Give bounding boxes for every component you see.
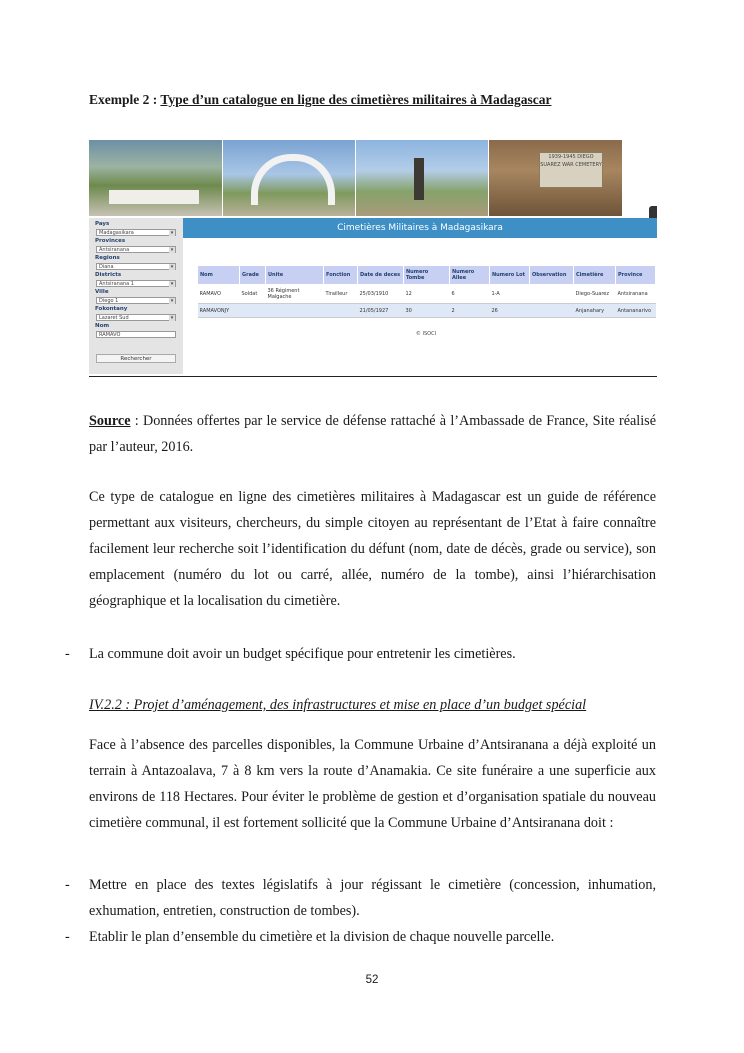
table-cell: 30 <box>404 304 450 318</box>
paragraph-1: Ce type de catalogue en ligne des cimetières militaires à Madagascar est un guide de référence permettant aux visiteurs, chercheurs, du simple citoyen au représentant de l’Etat à faire connaître facilement leur recherche soit l’identification du défunt (nom, date de décès, grade ou service), son emplacement (numéro du lot ou carré, allée, numéro de la tombe), ainsi l’hiérarchisation géographique et la localisation du cimetière. <box>89 489 656 609</box>
table-cell: 26 <box>490 304 530 318</box>
table-cell: Soldat <box>240 285 266 304</box>
table-cell: 36 Régiment Malgache <box>266 285 324 304</box>
table-header-row <box>198 266 656 285</box>
memorial-plaque <box>539 152 603 188</box>
bullet-marker: - <box>65 646 70 662</box>
col-header: Date de deces <box>358 266 404 285</box>
table-cell: Anjanahary <box>574 304 616 318</box>
table-cell <box>240 304 266 318</box>
page-number: 52 <box>365 974 379 986</box>
filter-select-pays: Madagasikara ▾ <box>96 229 176 236</box>
col-header: Nom <box>198 266 240 285</box>
filter-label-nom: Nom <box>95 323 110 329</box>
table-cell: 12 <box>404 285 450 304</box>
col-header: Numero Tombe <box>404 266 450 285</box>
cemetery-photo-2 <box>223 140 355 216</box>
cemetery-photo-4 <box>489 140 622 216</box>
col-header: Numero Allee <box>450 266 490 285</box>
filter-select-regions: Diana ▾ <box>96 263 176 270</box>
table-cell <box>266 304 324 318</box>
filter-label-fokontany: Fokontany <box>95 306 128 312</box>
catalogue-screenshot <box>89 138 657 377</box>
table-cell <box>530 285 574 304</box>
filter-label-pays: Pays <box>95 221 110 227</box>
bullet-marker: - <box>65 877 70 893</box>
plaque-text: 1939-1945 DIEGO SUAREZ WAR CEMETERY <box>540 154 602 168</box>
table-cell <box>324 304 358 318</box>
filter-select-districts: Antsiranana 1 ▾ <box>96 280 176 287</box>
filter-label-provinces: Provinces <box>95 238 126 244</box>
bullet-marker: - <box>65 929 70 945</box>
paragraph-2: Face à l’absence des parcelles disponibles, la Commune Urbaine d’Antsiranana a déjà exploité un terrain à Antazoalava, 7 à 8 km vers la route d’Anamakia. Ce site funéraire a une superficie aux environs de 118 Hectares. Pour éviter le problème de gestion et d’organisation spatiale du nouveau cimetière communal, il est fortement sollicité que la Commune Urbaine d’Antsiranana doit : <box>89 737 656 831</box>
section-heading: IV.2.2 : Projet d’aménagement, des infrastructures et mise en place d’un budget spécial <box>89 697 587 713</box>
filter-label-regions: Regions <box>95 255 120 261</box>
table-cell: Diego-Suarez <box>574 285 616 304</box>
bullet-2-text: Mettre en place des textes législatifs à jour régissant le cimetière (concession, inhumation, exhumation, entretien, construction de tombes). <box>89 877 656 919</box>
cemetery-photo-1 <box>89 140 222 216</box>
figure-caption <box>89 87 551 113</box>
catalogue-banner: Cimetières Militaires à Madagasikara <box>183 218 657 238</box>
filter-select-fokontany: Lazaret Sud ▾ <box>96 314 176 321</box>
filter-select-provinces: Antsiranana ▾ <box>96 246 176 253</box>
caption-title: Type d’un catalogue en ligne des cimetières militaires à Madagascar <box>160 92 552 107</box>
source-label: Source <box>89 413 131 429</box>
cemetery-photo-3 <box>356 140 488 216</box>
caption-label: Exemple 2 : <box>89 92 161 107</box>
filter-label-ville: Ville <box>95 289 109 295</box>
table-cell: Antsiranana <box>616 285 656 304</box>
table-cell: RAMAVO <box>198 285 240 304</box>
filter-label-districts: Districts <box>95 272 122 278</box>
table-cell: Antananarivo <box>616 304 656 318</box>
col-header: Observation <box>530 266 574 285</box>
table-cell <box>530 304 574 318</box>
table-cell: RAMAVONJY <box>198 304 240 318</box>
col-header: Numero Lot <box>490 266 530 285</box>
table-row <box>198 304 656 318</box>
col-header: Province <box>616 266 656 285</box>
source-text: : Données offertes par le service de défense rattaché à l’Ambassade de France, Site réalisé par l’auteur, 2016. <box>89 413 656 455</box>
table-cell: 2 <box>450 304 490 318</box>
search-filters-panel <box>89 218 183 374</box>
col-header: Fonction <box>324 266 358 285</box>
table-row <box>198 285 656 304</box>
col-header: Grade <box>240 266 266 285</box>
table-cell: 25/03/1910 <box>358 285 404 304</box>
search-button: Rechercher <box>96 354 176 363</box>
col-header: Unite <box>266 266 324 285</box>
table-cell: 1-A <box>490 285 530 304</box>
source-note <box>89 408 656 460</box>
table-cell: Tirailleur <box>324 285 358 304</box>
bullet-1-text: La commune doit avoir un budget spécifique pour entretenir les cimetières. <box>89 646 516 662</box>
col-header: Cimetière <box>574 266 616 285</box>
results-table <box>197 265 656 318</box>
table-cell: 6 <box>450 285 490 304</box>
copyright-notice: © ISOCI <box>415 331 437 337</box>
bullet-3-text: Etablir le plan d’ensemble du cimetière et la division de chaque nouvelle parcelle. <box>89 929 555 945</box>
filter-input-nom: RAMAVO <box>96 331 176 338</box>
filter-select-ville: Diego 1 ▾ <box>96 297 176 304</box>
table-cell: 21/05/1927 <box>358 304 404 318</box>
